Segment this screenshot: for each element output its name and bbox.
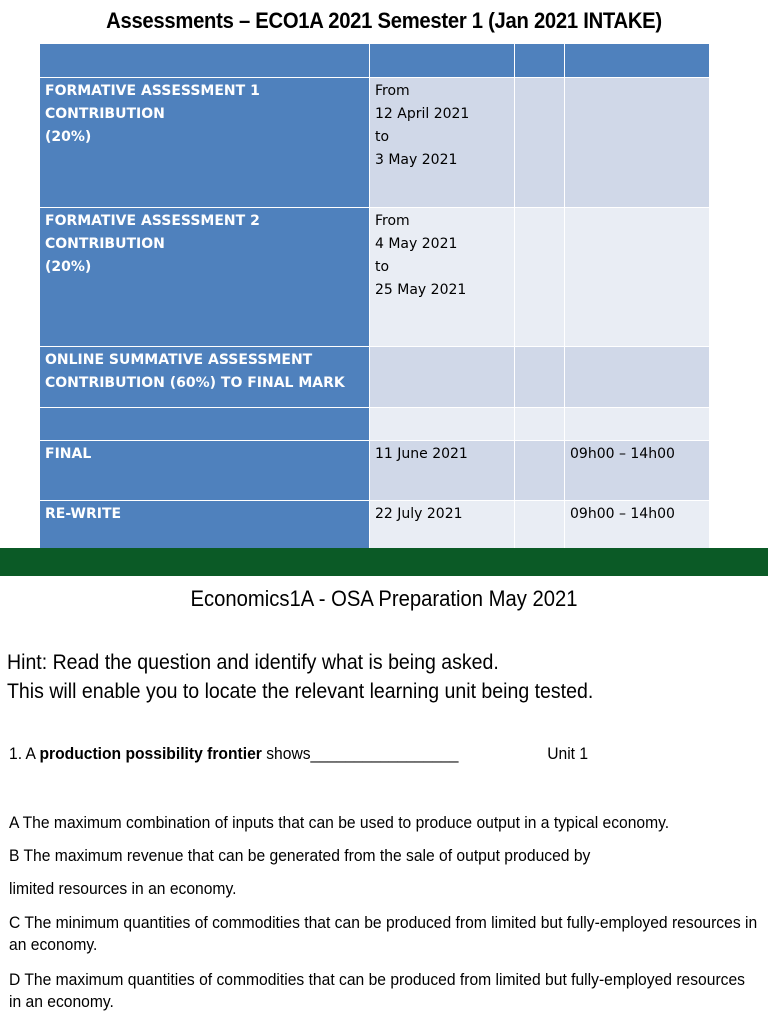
option-c: C The minimum quantities of commodities that can be produced from limited but fully-employed resources in an economy. — [9, 913, 758, 954]
quiz-slide — [0, 576, 768, 1024]
assessment-schedule-table — [39, 43, 710, 564]
question-1 — [9, 744, 589, 764]
time-cell: 09h00 – 14h00 — [565, 441, 710, 501]
option-b: B The maximum revenue that can be generated from the sale of output produced by — [9, 846, 591, 865]
time-cell — [565, 208, 710, 347]
table-row — [40, 408, 710, 441]
assessment-name-cell — [40, 408, 370, 441]
table-row — [40, 208, 710, 347]
table-row — [40, 78, 710, 208]
assessment-name-cell: RE-WRITE — [40, 501, 370, 564]
empty-cell — [515, 208, 565, 347]
table-row — [40, 441, 710, 501]
date-cell — [370, 347, 515, 408]
footer-band — [0, 548, 768, 576]
empty-cell — [515, 441, 565, 501]
date-cell — [370, 408, 515, 441]
time-cell — [565, 408, 710, 441]
page-title: Assessments – ECO1A 2021 Semester 1 (Jan 2021 INTAKE) — [106, 8, 662, 33]
question-key-term: production possibility frontier — [39, 744, 262, 763]
header-cell — [40, 44, 370, 78]
date-cell: 22 July 2021 — [370, 501, 515, 564]
question-prefix: 1. A — [9, 744, 40, 763]
hint-text — [7, 648, 593, 706]
time-cell: 09h00 – 14h00 — [565, 501, 710, 564]
hint-line: This will enable you to locate the relevant learning unit being tested. — [7, 680, 594, 703]
header-cell — [565, 44, 710, 78]
header-cell — [515, 44, 565, 78]
assessment-name-cell: FORMATIVE ASSESSMENT 1 CONTRIBUTION (20%) — [40, 78, 370, 208]
assessment-name-cell: ONLINE SUMMATIVE ASSESSMENT CONTRIBUTION (60%) TO FINAL MARK — [40, 347, 370, 408]
time-cell — [565, 78, 710, 208]
header-cell — [370, 44, 515, 78]
time-cell — [565, 347, 710, 408]
table-header-row — [40, 44, 710, 78]
option-a: A The maximum combination of inputs that can be used to produce output in a typical economy. — [9, 813, 670, 832]
empty-cell — [515, 347, 565, 408]
table-row — [40, 347, 710, 408]
empty-cell — [515, 408, 565, 441]
unit-label: Unit 1 — [547, 744, 589, 763]
option-d: D The maximum quantities of commodities that can be produced from limited but fully-employed resources in an economy. — [9, 970, 745, 1011]
option-b-continued: limited resources in an economy. — [9, 879, 237, 898]
hint-line: Hint: Read the question and identify what is being asked. — [7, 651, 499, 674]
question-suffix: shows_________________ — [261, 744, 459, 763]
empty-cell — [515, 78, 565, 208]
date-cell: From 4 May 2021 to 25 May 2021 — [370, 208, 515, 347]
date-cell: 11 June 2021 — [370, 441, 515, 501]
assessment-name-cell: FORMATIVE ASSESSMENT 2 CONTRIBUTION (20%) — [40, 208, 370, 347]
date-cell: From 12 April 2021 to 3 May 2021 — [370, 78, 515, 208]
slide-subtitle: Economics1A - OSA Preparation May 2021 — [190, 586, 578, 611]
assessment-name-cell: FINAL — [40, 441, 370, 501]
